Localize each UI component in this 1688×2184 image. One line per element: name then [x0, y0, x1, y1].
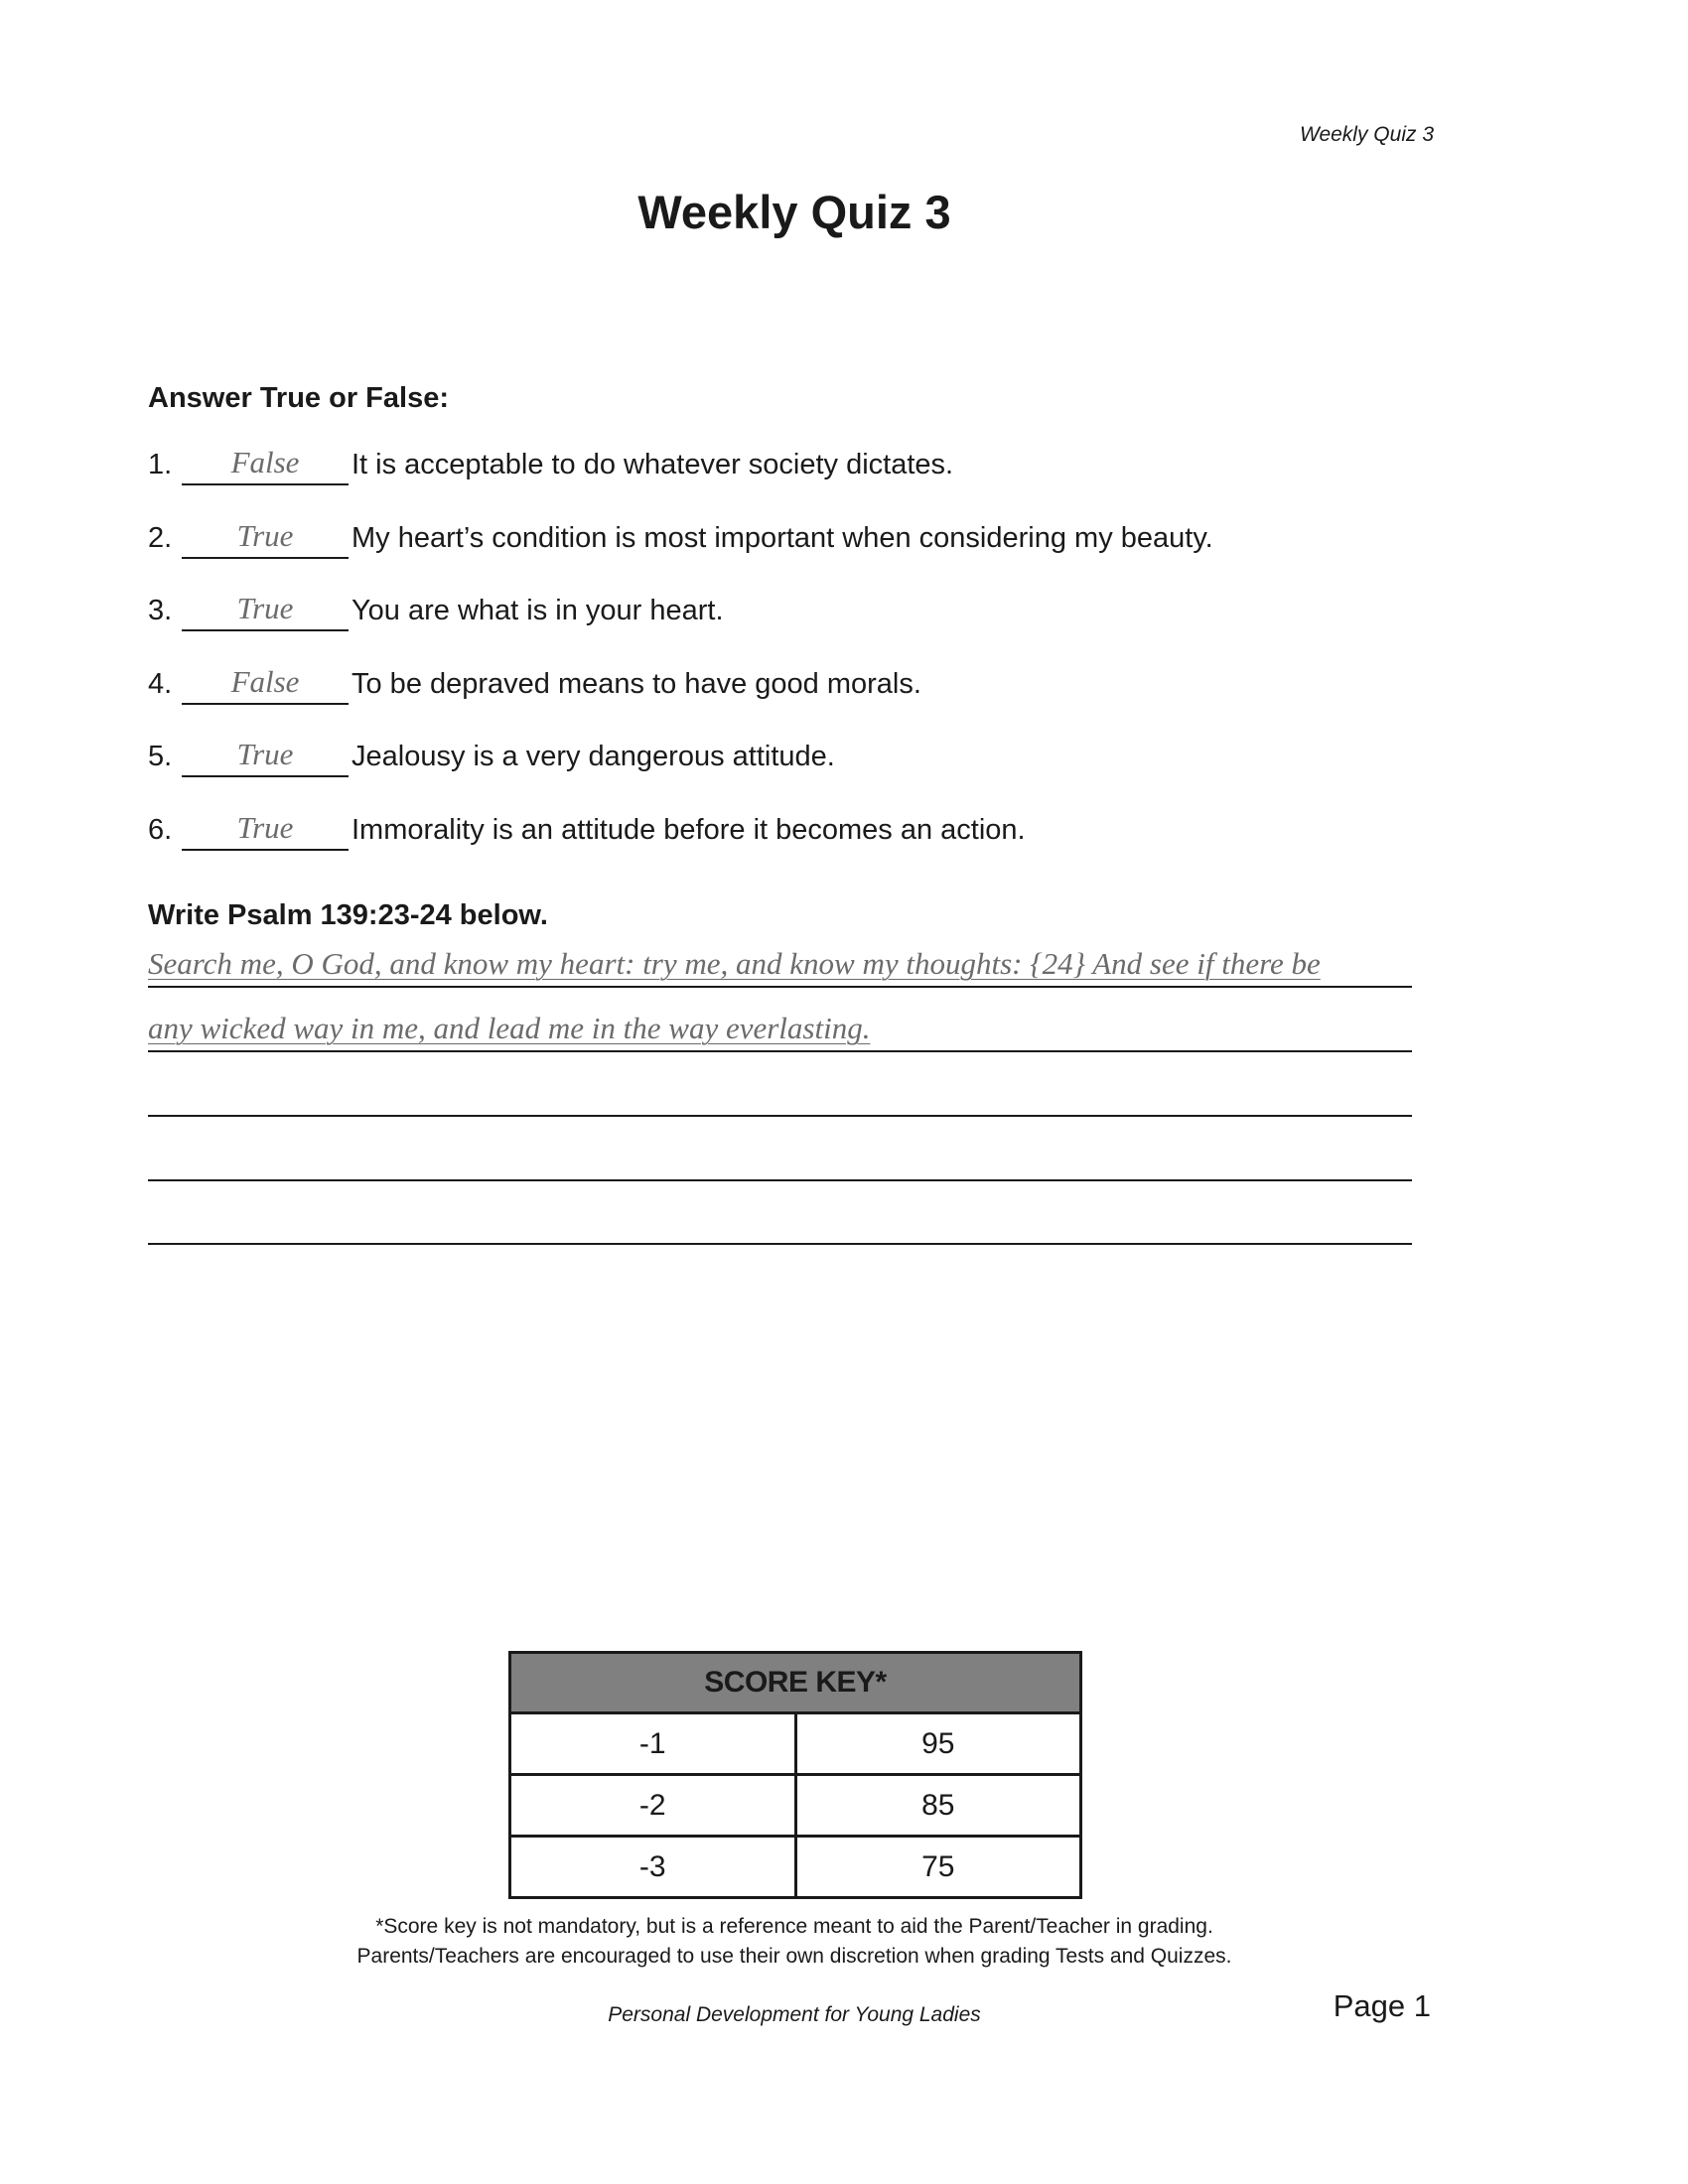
- missed-cell: -2: [510, 1775, 796, 1837]
- answer-blank[interactable]: [182, 444, 349, 485]
- page-number: Page 1: [1333, 1988, 1431, 2023]
- answer-blank[interactable]: [182, 736, 349, 777]
- answer-blank[interactable]: [182, 663, 349, 705]
- answer-value: True: [236, 518, 294, 553]
- writing-line[interactable]: [148, 942, 1412, 988]
- running-header: Weekly Quiz 3: [1300, 123, 1434, 146]
- missed-cell: -3: [510, 1837, 796, 1898]
- writing-line[interactable]: [148, 1199, 1412, 1245]
- answer-value: False: [230, 664, 300, 699]
- table-row: [510, 1837, 1081, 1898]
- written-text: Search me, O God, and know my heart: try me, and know my thoughts: {24} And see if there be: [148, 946, 1321, 981]
- question-number: 4.: [148, 668, 173, 700]
- question-text: Jealousy is a very dangerous attitude.: [352, 741, 835, 772]
- missed-cell: -1: [510, 1713, 796, 1775]
- question-text: Immorality is an attitude before it becomes an action.: [352, 814, 1026, 846]
- question-number: 5.: [148, 741, 173, 772]
- writing-line[interactable]: [148, 1071, 1412, 1117]
- true-false-heading: Answer True or False:: [148, 382, 449, 414]
- question-text: It is acceptable to do whatever society dictates.: [352, 449, 954, 480]
- written-text: any wicked way in me, and lead me in the way everlasting.: [148, 1011, 871, 1045]
- score-cell: 95: [795, 1713, 1081, 1775]
- score-cell: 75: [795, 1837, 1081, 1898]
- answer-blank[interactable]: [182, 517, 349, 559]
- table-row: [510, 1775, 1081, 1837]
- answer-value: True: [236, 737, 294, 771]
- score-key-footnote: [0, 1912, 1589, 1972]
- question-number: 3.: [148, 595, 173, 626]
- footnote-line: *Score key is not mandatory, but is a reference meant to aid the Parent/Teacher in grading.: [375, 1915, 1213, 1938]
- footer-book-title: Personal Development for Young Ladies: [608, 2003, 981, 2026]
- question-text: You are what is in your heart.: [352, 595, 724, 626]
- question-number: 2.: [148, 522, 173, 554]
- answer-value: True: [236, 810, 294, 845]
- question-text: To be depraved means to have good morals.: [352, 668, 921, 700]
- question-number: 6.: [148, 814, 173, 846]
- score-cell: 85: [795, 1775, 1081, 1837]
- psalm-heading: Write Psalm 139:23-24 below.: [148, 899, 548, 931]
- score-key-title: SCORE KEY*: [510, 1653, 1081, 1713]
- score-key-table: [508, 1651, 1082, 1899]
- writing-line[interactable]: [148, 1007, 1412, 1052]
- page-title: Weekly Quiz 3: [637, 186, 951, 238]
- answer-value: False: [230, 445, 300, 479]
- table-row: [510, 1713, 1081, 1775]
- footnote-line: Parents/Teachers are encouraged to use their own discretion when grading Tests and Quizzes.: [356, 1945, 1232, 1968]
- answer-blank[interactable]: [182, 590, 349, 631]
- question-text: My heart’s condition is most important when considering my beauty.: [352, 522, 1213, 554]
- answer-blank[interactable]: [182, 809, 349, 851]
- answer-value: True: [236, 591, 294, 625]
- writing-line[interactable]: [148, 1136, 1412, 1181]
- question-number: 1.: [148, 449, 173, 480]
